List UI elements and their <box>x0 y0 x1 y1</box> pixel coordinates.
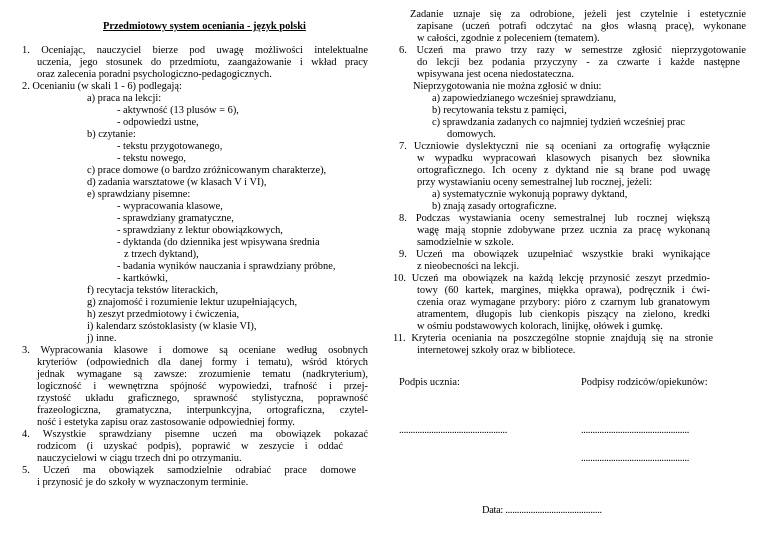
left-line: - wypracowania klasowe, <box>117 201 223 212</box>
parents-signature-line-1: ............................................... <box>581 425 689 436</box>
parents-signature-label: Podpisy rodziców/opiekunów: <box>581 377 708 388</box>
right-line: samodzielnie w szkole. <box>417 237 514 248</box>
right-line: w całości, zgodnie z poleceniem (tematem). <box>417 33 600 44</box>
right-line: ortograficznego. Ich oceny z dyktand nie są brane pod uwagę <box>417 165 710 176</box>
right-line: Zadanie uznaje się za odrobione, jeżeli jest czytelnie i estetycznie <box>410 9 746 20</box>
right-line: 6. Uczeń ma prawo trzy razy w semestrze zgłosić nieprzygotowanie <box>399 45 746 56</box>
right-line: atramentem, długopis lub cienkopis piszący na zielono, kredki <box>417 309 710 320</box>
left-line: - tekstu przygotowanego, <box>117 141 223 152</box>
right-line: c) sprawdzania zadanych co najmniej tydzień wcześniej prac <box>432 117 686 128</box>
left-line: - aktywność (13 plusów = 6), <box>117 105 239 116</box>
left-line: c) prace domowe (o bardzo zróżnicowanym charakterze), <box>87 165 327 176</box>
left-line: oraz zalecenia poradni psychologiczno-pedagogicznych. <box>37 69 272 80</box>
student-signature-label: Podpis ucznia: <box>399 377 460 388</box>
left-line: logiczność i wewnętrzna spójność wypowiedzi, trafność i przej- <box>37 381 368 392</box>
right-line: 11. Kryteria oceniania na poszczególne stopnie znajdują się na stronie <box>393 333 713 344</box>
left-line: rzystość układu graficznego, sprawność stylistyczna, poprawność <box>37 393 368 404</box>
right-line: b) recytowania tekstu z pamięci, <box>432 105 567 116</box>
right-line: wagę mają stopnie zdobywane przez ucznia za pracę wykonaną <box>417 225 710 236</box>
parents-signature-line-2: ............................................... <box>581 453 689 464</box>
right-line: domowych. <box>447 129 496 140</box>
left-line: ność i estetyka zapisu oraz zastosowanie odpowiedniej formy. <box>37 417 295 428</box>
left-line: i) kalendarz szóstoklasisty (w klasie VI), <box>87 321 257 332</box>
left-line: nauczycielowi w ciągu trzech dni po otrzymaniu. <box>37 453 242 464</box>
right-line: internetowej szkoły oraz w bibliotece. <box>417 345 576 356</box>
left-line: d) zadania warsztatowe (w klasach V i VI), <box>87 177 267 188</box>
left-line: - dyktanda (do dziennika jest wpisywana średnia <box>117 237 320 248</box>
right-line: czenia oraz wymagane przybory: pióro z czarnym lub granatowym <box>417 297 710 308</box>
student-signature-line: ............................................... <box>399 425 507 436</box>
left-line: a) praca na lekcji: <box>87 93 162 104</box>
right-line: 9. Uczeń ma obowiązek uzupełniać wszystkie braki wynikające <box>399 249 710 260</box>
date-line: Data: .......................................... <box>482 505 602 516</box>
left-line: i przynosić je do szkoły w wyznaczonym terminie. <box>37 477 249 488</box>
left-line: jednak wymagane są zawsze: zrozumienie tematu (nadkryterium), <box>37 369 368 380</box>
left-line: - kartkówki, <box>117 273 168 284</box>
right-line: przy wystawianiu oceny semestralnej lub rocznej, jeżeli: <box>417 177 653 188</box>
right-line: zapisane (uczeń potrafi odczytać na głos własną pracę), wykonane <box>417 21 746 32</box>
right-line: w wypadku wypracowań klasowych pisanych bez słownika <box>417 153 710 164</box>
left-line: 3. Wypracowania klasowe i domowe są oceniane według osobnych <box>22 345 368 356</box>
left-line: j) inne. <box>87 333 117 344</box>
left-line: z trzech dyktand), <box>124 249 199 260</box>
right-line: w ośmiu podstawowych kolorach, linijkę, ołówek i gumkę. <box>417 321 663 332</box>
left-line: 2. Ocenianiu (w skali 1 - 6) podlegają: <box>22 81 182 92</box>
left-line: - odpowiedzi ustne, <box>117 117 199 128</box>
left-line: 5. Uczeń ma obowiązek samodzielnie odrabiać prace domowe <box>22 465 356 476</box>
right-line: towy (60 kartek, margines, miękka oprawa), podręcznik i ćwi- <box>417 285 710 296</box>
left-line: g) znajomość i rozumienie lektur uzupełniających, <box>87 297 298 308</box>
left-line: b) czytanie: <box>87 129 136 140</box>
left-line: - badania wyników nauczania i sprawdziany próbne, <box>117 261 336 272</box>
left-line: 4. Wszystkie sprawdziany pisemne uczeń ma obowiązek pokazać <box>22 429 368 440</box>
right-line: Nieprzygotowania nie można zgłosić w dniu: <box>413 81 602 92</box>
right-line: a) zapowiedzianego wcześniej sprawdzianu, <box>432 93 617 104</box>
left-line: h) zeszyt przedmiotowy i ćwiczenia, <box>87 309 240 320</box>
left-line: e) sprawdziany pisemne: <box>87 189 191 200</box>
left-line: f) recytacja tekstów literackich, <box>87 285 218 296</box>
left-line: uczenia, jego stosunek do przedmiotu, zaangażowanie i wkład pracy <box>37 57 368 68</box>
document-title: Przedmiotowy system oceniania - język polski <box>103 21 306 32</box>
right-line: wpisywana jest ocena niedostateczna. <box>417 69 574 80</box>
left-line: frazeologiczna, gramatyczna, interpunkcyjna, ortograficzna, czytel- <box>37 405 368 416</box>
right-line: z nieobecności na lekcji. <box>417 261 520 272</box>
right-line: 7. Uczniowie dyslektyczni nie są oceniani za ortografię wyłącznie <box>399 141 710 152</box>
left-line: 1. Oceniając, nauczyciel bierze pod uwagę możliwości intelektualne <box>22 45 368 56</box>
right-line: 8. Podczas wystawiania oceny semestralnej lub rocznej większą <box>399 213 710 224</box>
right-line: 10. Uczeń ma obowiązek na każdą lekcję przynosić zeszyt przedmio- <box>393 273 710 284</box>
left-line: - tekstu nowego, <box>117 153 186 164</box>
left-line: kryteriów (odpowiednich dla danej formy i tematu), wśród których <box>37 357 368 368</box>
right-line: a) systematycznie wykonują poprawy dyktand, <box>432 189 628 200</box>
right-line: do lekcji bez podania przyczyny - za czwarte i każde następne <box>417 57 740 68</box>
left-line: - sprawdziany gramatyczne, <box>117 213 234 224</box>
right-line: b) znają zasady ortograficzne. <box>432 201 557 212</box>
left-line: - sprawdziany z lektur obowiązkowych, <box>117 225 283 236</box>
left-line: rodzicom (i uzyskać podpis), poprawić w zeszycie i oddać <box>37 441 343 452</box>
